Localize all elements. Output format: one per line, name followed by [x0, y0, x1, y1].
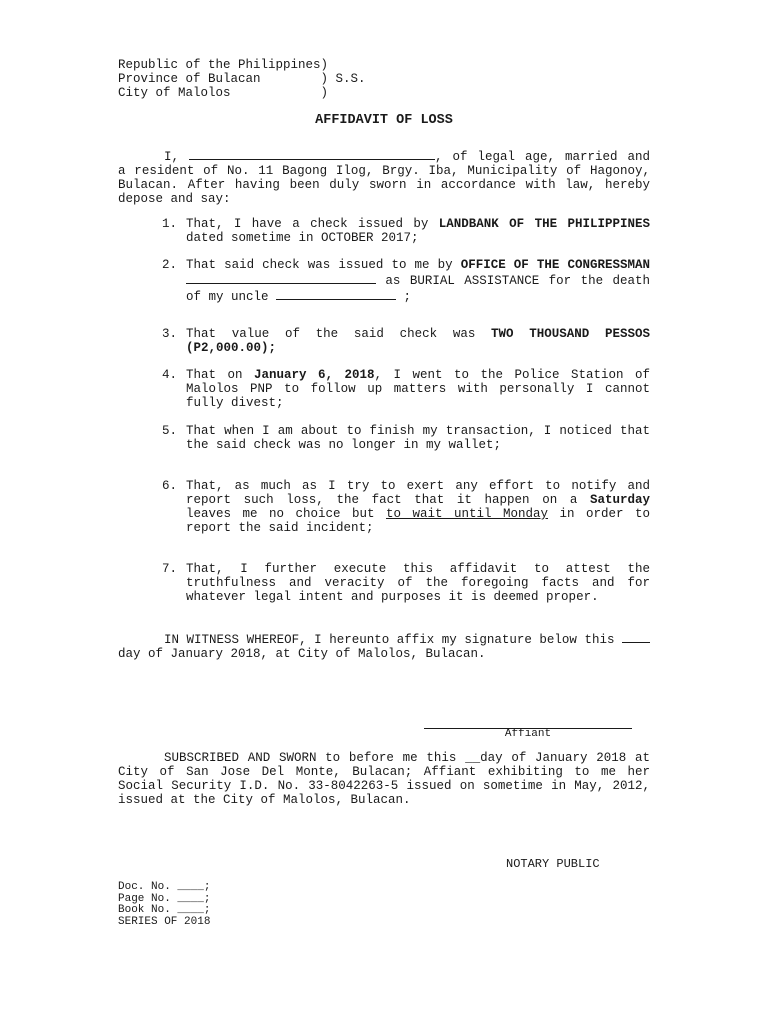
intro-text-start: I, — [164, 150, 189, 164]
item-text: as BURIAL ASSISTANCE for the death of my uncle — [186, 274, 650, 304]
item-number: 6. — [162, 479, 178, 493]
item-text: That, I further execute this affidavit to attest the truthfulness and veracity of the foregoing facts and for whatever legal intent and purposes it is deemed proper. — [186, 562, 650, 604]
affiant-name-blank — [189, 148, 435, 160]
item-number: 1. — [162, 217, 178, 231]
congressman-name-blank — [186, 272, 376, 284]
book-no: Book No. ____; — [118, 904, 211, 916]
statement-item-4 — [162, 368, 650, 410]
series-year: SERIES OF 2018 — [118, 915, 211, 928]
item-bold-text: LANDBANK OF THE PHILIPPINES — [438, 217, 650, 231]
uncle-name-blank — [276, 288, 396, 300]
statement-item-2 — [162, 258, 650, 304]
item-text: ; — [396, 290, 412, 304]
item-number: 3. — [162, 327, 178, 341]
caption-line-city: City of Malolos ) — [118, 86, 329, 100]
item-text: That said check was issued to me by — [186, 258, 461, 272]
item-number: 2. — [162, 258, 178, 272]
item-text: dated sometime in OCTOBER 2017; — [186, 231, 419, 245]
item-text: That, as much as I try to exert any effort to notify and report such loss, the fact that it happen on a — [186, 479, 650, 507]
caption-line-republic: Republic of the Philippines) — [118, 58, 329, 72]
item-text: That on — [186, 368, 254, 382]
intro-text-rest: , of legal age, married and a resident of No. 11 Bagong Ilog, Brgy. Iba, Municipality of Hagonoy, Bulacan. After having been duly sworn in accordance with law, hereby depose and say: — [118, 150, 650, 206]
notarial-register-info — [118, 882, 210, 928]
item-number: 5. — [162, 424, 178, 438]
item-bold-text: TWO THOUSAND PESSOS (P2,000.00); — [186, 327, 650, 355]
item-text: That value of the said check was — [186, 327, 492, 341]
item-text: That when I am about to finish my transaction, I noticed that the said check was no longer in my wallet; — [186, 424, 650, 452]
subscribed-paragraph — [118, 751, 650, 807]
item-bold-text: OFFICE OF THE CONGRESSMAN — [460, 258, 651, 272]
caption-line-province: Province of Bulacan ) S.S. — [118, 72, 366, 86]
notary-public-label: NOTARY PUBLIC — [506, 857, 600, 871]
item-text: in order to report the said incident; — [186, 507, 651, 535]
doc-no: Doc. No. ____; — [118, 881, 211, 893]
venue-caption — [118, 58, 366, 100]
item-text: That, I have a check issued by — [186, 217, 439, 231]
item-number: 7. — [162, 562, 178, 576]
affiant-label: Affiant — [504, 728, 552, 740]
statement-item-1 — [162, 217, 650, 245]
intro-paragraph — [118, 148, 650, 206]
item-bold-text: January 6, 2018 — [254, 368, 375, 382]
witness-text: day of January 2018, at City of Malolos, Bulacan. — [118, 647, 486, 661]
page-no: Page No. ____; — [118, 892, 211, 905]
item-underlined-text: to wait until Monday — [386, 507, 549, 521]
statement-item-5 — [162, 424, 650, 452]
statement-item-7 — [162, 562, 650, 604]
item-text: leaves me no choice but — [186, 507, 386, 521]
subscribed-text: SUBSCRIBED AND SWORN to before me this __day of January 2018 at City of San Jose Del Monte, Bulacan; Affiant exhibiting to me her Social Security I.D. No. 33-8042263-5 issued on sometime in May, 2012, issued at the City of Malolos, Bulacan. — [118, 751, 650, 807]
statement-item-6 — [162, 479, 650, 535]
document-title: AFFIDAVIT OF LOSS — [315, 113, 453, 128]
item-bold-text: Saturday — [589, 493, 650, 507]
statement-item-3 — [162, 327, 650, 355]
item-number: 4. — [162, 368, 178, 382]
item-text: , I went to the Police Station of Malolos PNP to follow up matters with personally I cannot fully divest; — [186, 368, 650, 410]
witness-text: IN WITNESS WHEREOF, I hereunto affix my signature below this — [164, 633, 622, 647]
witness-paragraph — [118, 631, 650, 661]
day-blank — [622, 631, 650, 643]
